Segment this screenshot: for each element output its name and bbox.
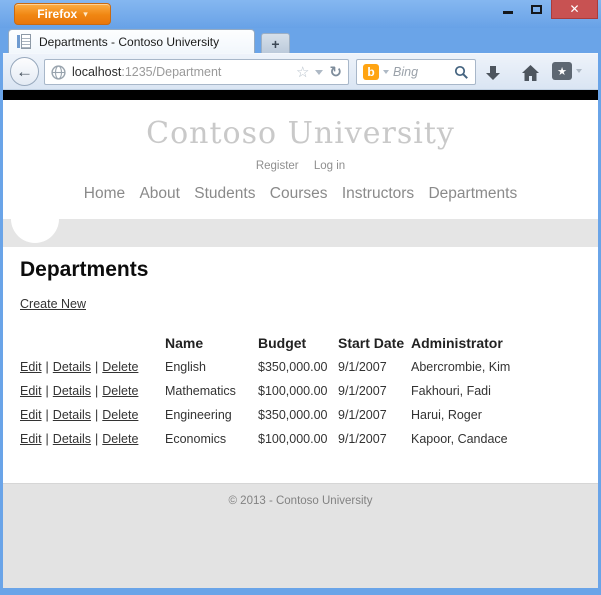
create-new-container bbox=[20, 297, 86, 311]
url-host: localhost bbox=[72, 65, 122, 79]
separator: | bbox=[95, 432, 99, 446]
cell-start-date: 9/1/2007 bbox=[338, 384, 387, 398]
delete-link[interactable]: Delete bbox=[102, 384, 139, 398]
delete-link[interactable]: Delete bbox=[102, 432, 139, 446]
firefox-app-button-label: Firefox bbox=[37, 7, 78, 21]
cell-budget: $100,000.00 bbox=[258, 384, 328, 398]
bookmarks-star-icon: ★ bbox=[552, 62, 572, 80]
details-link[interactable]: Details bbox=[52, 408, 92, 422]
firefox-app-button[interactable] bbox=[14, 3, 111, 25]
nav-item-home[interactable]: Home bbox=[83, 185, 126, 202]
cell-name: Engineering bbox=[165, 408, 232, 422]
plus-icon: + bbox=[271, 35, 280, 52]
separator: | bbox=[95, 360, 99, 374]
cell-budget: $350,000.00 bbox=[258, 408, 328, 422]
separator: | bbox=[95, 384, 99, 398]
url-text bbox=[72, 65, 290, 79]
separator: | bbox=[95, 408, 99, 422]
cell-start-date: 9/1/2007 bbox=[338, 408, 387, 422]
search-placeholder: Bing bbox=[393, 65, 419, 79]
column-header-start-date: Start Date bbox=[338, 335, 405, 351]
home-button[interactable] bbox=[518, 61, 542, 85]
column-header-budget: Budget bbox=[258, 335, 307, 351]
url-path: :1235/Department bbox=[121, 65, 222, 79]
row-actions bbox=[20, 379, 165, 403]
search-engine-dropdown-icon[interactable] bbox=[383, 70, 389, 74]
details-link[interactable]: Details bbox=[52, 360, 92, 374]
header-gray-band bbox=[3, 219, 598, 247]
login-link[interactable]: Log in bbox=[313, 160, 346, 172]
minimize-icon bbox=[503, 11, 513, 14]
details-link[interactable]: Details bbox=[52, 384, 92, 398]
maximize-button[interactable] bbox=[522, 0, 551, 19]
urlbar-dropdown-icon[interactable] bbox=[315, 70, 323, 75]
window-titlebar bbox=[0, 0, 601, 28]
firefox-dropdown-icon: ▾ bbox=[83, 8, 88, 19]
decorative-circle bbox=[11, 195, 59, 243]
column-header-actions bbox=[20, 331, 165, 355]
page-content bbox=[3, 100, 598, 483]
close-button[interactable] bbox=[551, 0, 598, 19]
separator: | bbox=[45, 408, 49, 422]
edit-link[interactable]: Edit bbox=[20, 384, 42, 398]
delete-link[interactable]: Delete bbox=[102, 408, 139, 422]
cell-name: English bbox=[165, 360, 206, 374]
separator: | bbox=[45, 432, 49, 446]
reload-icon[interactable]: ↻ bbox=[329, 63, 342, 81]
cell-budget: $350,000.00 bbox=[258, 360, 328, 374]
nav-item-about[interactable]: About bbox=[139, 185, 180, 202]
separator: | bbox=[45, 360, 49, 374]
nav-item-students[interactable]: Students bbox=[194, 185, 256, 202]
delete-link[interactable]: Delete bbox=[102, 360, 139, 374]
tab-departments[interactable] bbox=[8, 29, 255, 53]
column-header-name: Name bbox=[165, 335, 204, 351]
url-bar[interactable] bbox=[44, 59, 349, 85]
create-new-link[interactable]: Create New bbox=[20, 297, 86, 311]
auth-links bbox=[3, 160, 598, 172]
bing-engine-icon[interactable]: b bbox=[363, 64, 379, 80]
minimize-button[interactable] bbox=[493, 0, 522, 19]
window-controls bbox=[493, 0, 598, 19]
cell-budget: $100,000.00 bbox=[258, 432, 328, 446]
cell-name: Mathematics bbox=[165, 384, 236, 398]
separator: | bbox=[45, 384, 49, 398]
page-favicon-icon bbox=[17, 34, 32, 49]
tab-bar bbox=[0, 28, 601, 53]
cell-administrator: Fakhouri, Fadi bbox=[411, 384, 491, 398]
close-icon: ✕ bbox=[569, 2, 580, 16]
cell-administrator: Harui, Roger bbox=[411, 408, 482, 422]
register-link[interactable]: Register bbox=[255, 160, 299, 172]
edit-link[interactable]: Edit bbox=[20, 432, 42, 446]
navigation-toolbar bbox=[3, 53, 598, 90]
search-box[interactable] bbox=[356, 59, 476, 85]
page-title: Departments bbox=[20, 258, 149, 281]
download-arrow-icon bbox=[484, 64, 502, 82]
new-tab-button[interactable] bbox=[261, 33, 290, 53]
maximize-icon bbox=[531, 5, 542, 14]
downloads-button[interactable] bbox=[481, 61, 505, 85]
back-button[interactable] bbox=[10, 57, 39, 86]
departments-table bbox=[20, 331, 510, 451]
edit-link[interactable]: Edit bbox=[20, 408, 42, 422]
nav-item-departments[interactable]: Departments bbox=[428, 185, 518, 202]
row-actions bbox=[20, 427, 165, 451]
cell-name: Economics bbox=[165, 432, 227, 446]
edit-link[interactable]: Edit bbox=[20, 360, 42, 374]
column-header-administrator: Administrator bbox=[411, 335, 503, 351]
home-icon bbox=[521, 64, 540, 82]
row-actions bbox=[20, 355, 165, 379]
tab-title: Departments - Contoso University bbox=[39, 34, 220, 49]
bookmarks-dropdown-icon bbox=[576, 69, 582, 73]
bookmarks-button[interactable] bbox=[552, 62, 582, 80]
details-link[interactable]: Details bbox=[52, 432, 92, 446]
site-brand-title: Contoso University bbox=[146, 116, 455, 151]
cell-start-date: 9/1/2007 bbox=[338, 360, 387, 374]
globe-icon bbox=[51, 65, 66, 80]
cell-administrator: Abercrombie, Kim bbox=[411, 360, 511, 374]
row-actions bbox=[20, 403, 165, 427]
copyright-text: © 2013 - Contoso University bbox=[228, 495, 373, 507]
magnifier-icon[interactable] bbox=[454, 65, 469, 80]
page-footer bbox=[3, 483, 598, 588]
main-nav bbox=[3, 185, 598, 203]
cell-start-date: 9/1/2007 bbox=[338, 432, 387, 446]
bookmark-star-icon[interactable]: ☆ bbox=[295, 63, 310, 81]
nav-item-courses[interactable]: Courses bbox=[269, 185, 328, 202]
cell-administrator: Kapoor, Candace bbox=[411, 432, 508, 446]
back-arrow-icon: ← bbox=[16, 61, 33, 81]
page-top-black-bar bbox=[3, 90, 598, 100]
nav-item-instructors[interactable]: Instructors bbox=[341, 185, 415, 202]
